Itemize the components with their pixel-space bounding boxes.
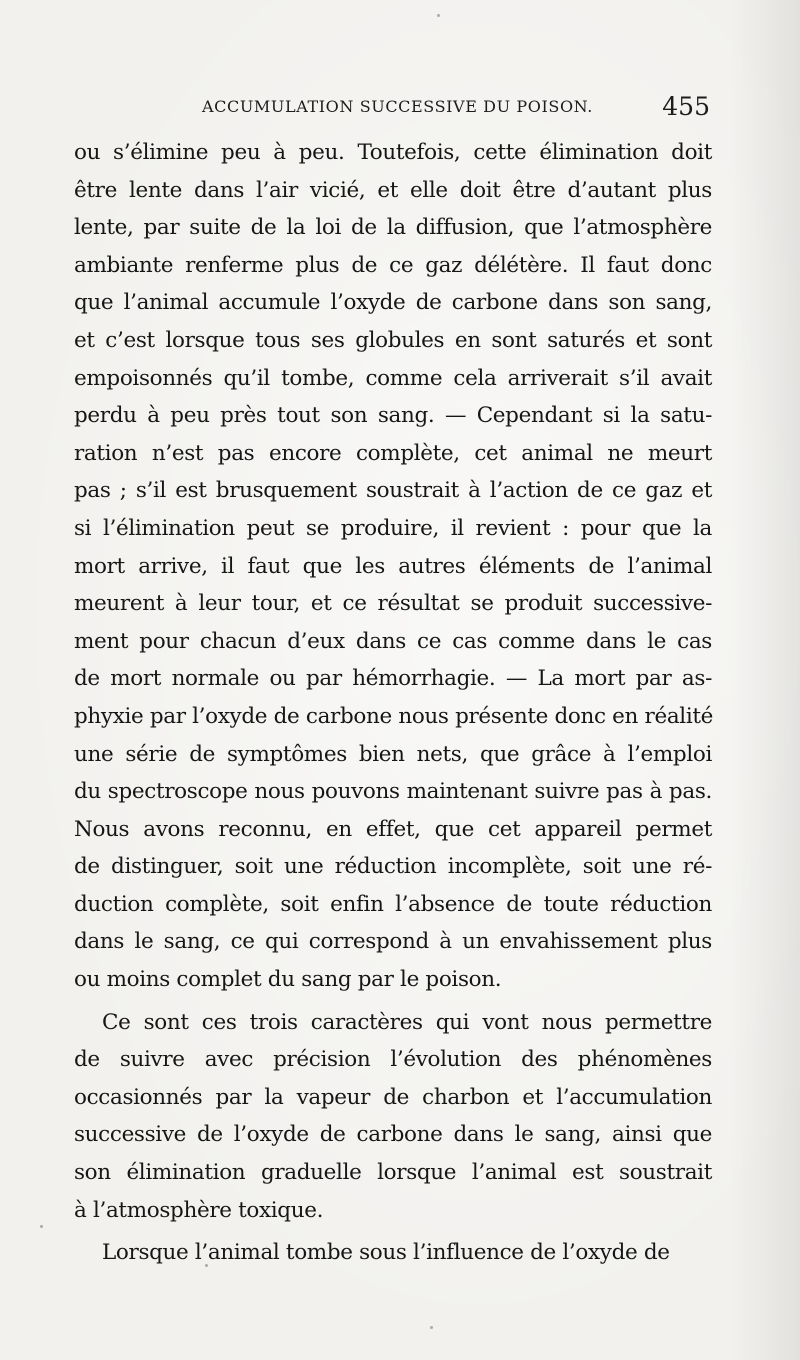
print-speck [430,1326,433,1329]
text-line: ou s’élimine peu à peu. Toutefois, cette élimination doit [74,140,712,165]
print-speck [437,14,440,17]
text-line: ou moins complet du sang par le poison. [74,967,502,993]
text-line: Nous avons reconnu, en effet, que cet appareil permet [74,816,712,842]
running-title: ACCUMULATION SUCCESSIVE DU POISON. [202,97,593,116]
text-line: être lente dans l’air vicié, et elle doit être d’autant plus [74,177,712,203]
page-edge-shadow [730,0,800,1360]
text-line: ration n’est pas encore complète, cet animal ne meurt [74,440,712,466]
text-line: de distinguer, soit une réduction incomplète, soit une ré- [74,854,712,880]
print-speck [205,1264,208,1267]
text-line: perdu à peu près tout son sang. — Cependant si la satu- [74,403,712,429]
text-line: successive de l’oxyde de carbone dans le sang, ainsi que [74,1122,712,1148]
text-line: ment pour chacun d’eux dans ce cas comme dans le cas [74,628,712,654]
text-line: duction complète, soit enfin l’absence de toute réduction [74,891,712,917]
text-line: dans le sang, ce qui correspond à un envahissement plus [74,929,712,955]
text-line: de mort normale ou par hémorrhagie. — La mort par as- [74,666,712,692]
text-line: empoisonnés qu’il tombe, comme cela arriverait s’il avait [74,365,712,391]
text-line: phyxie par l’oxyde de carbone nous présente donc en réalité [74,703,714,729]
text-line: pas ; s’il est brusquement soustrait à l’action de ce gaz et [74,478,712,504]
text-line: du spectroscope nous pouvons maintenant suivre pas à pas. [74,779,712,805]
text-line: lente, par suite de la loi de la diffusion, que l’atmosphère [74,215,712,241]
text-line: Ce sont ces trois caractères qui vont nous permettre [102,1009,712,1035]
page-number: 455 [662,92,710,121]
body-text [74,134,712,1272]
text-line: occasionnés par la vapeur de charbon et l’accumulation [74,1084,712,1110]
text-line: de suivre avec précision l’évolution des phénomènes [74,1047,712,1073]
text-line: ambiante renferme plus de ce gaz délétère. Il faut donc [74,252,712,278]
text-line: son élimination graduelle lorsque l’animal est soustrait [74,1160,712,1186]
text-line: que l’animal accumule l’oxyde de carbone dans son sang, [74,290,712,316]
text-line: Lorsque l’animal tombe sous l’influence de l’oxyde de [102,1240,670,1266]
text-line: une série de symptômes bien nets, que grâce à l’emploi [74,741,712,767]
running-head [74,92,714,128]
text-line: et c’est lorsque tous ses globules en sont saturés et sont [74,327,712,353]
text-line: à l’atmosphère toxique. [74,1197,324,1223]
text-line: mort arrive, il faut que les autres éléments de l’animal [74,553,712,579]
print-speck [40,1225,43,1228]
text-line: meurent à leur tour, et ce résultat se produit successive- [74,591,712,617]
text-line: si l’élimination peut se produire, il revient : pour que la [74,515,712,541]
